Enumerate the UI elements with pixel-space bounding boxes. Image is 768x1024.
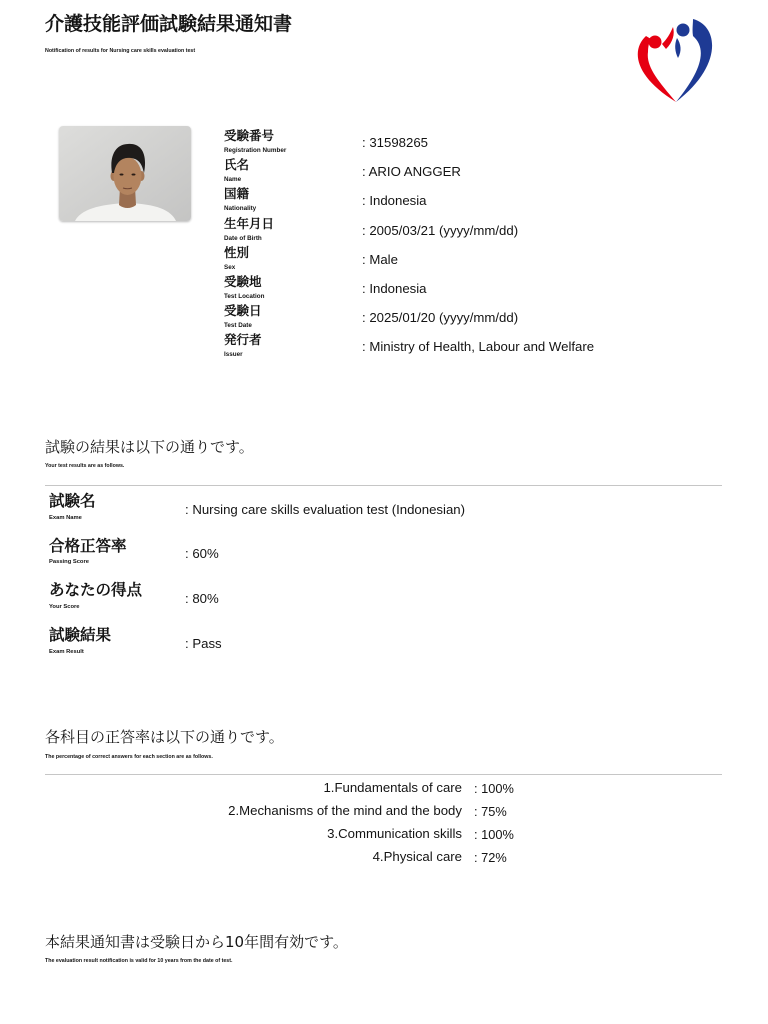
result-label-ja: 試験結果 — [49, 626, 112, 645]
section-scores — [45, 780, 722, 873]
info-label-en: Name — [224, 175, 242, 183]
section-name: 4.Physical care — [372, 849, 462, 865]
result-value: : 60% — [185, 546, 219, 562]
info-label-en: Date of Birth — [224, 234, 262, 242]
validity-note-en: The evaluation result notification is valid for 10 years from the date of test. — [45, 957, 233, 963]
info-row-nationality — [224, 187, 684, 216]
result-row-exam-name — [49, 492, 649, 537]
info-row-date-of-birth — [224, 217, 684, 246]
red-figure — [638, 27, 676, 102]
info-row-name — [224, 158, 684, 187]
info-row-issuer — [224, 333, 684, 362]
result-value: : 80% — [185, 590, 219, 606]
results-table — [49, 492, 649, 671]
info-label-ja: 受験地 — [224, 273, 262, 289]
red-figure-arm — [662, 27, 674, 49]
info-label-ja: 受験日 — [224, 303, 262, 319]
result-label-en: Your Score — [49, 602, 80, 610]
info-label-en: Test Date — [224, 321, 252, 329]
info-label-en: Nationality — [224, 204, 257, 212]
info-label-ja: 発行者 — [224, 332, 262, 348]
section-score: : 75% — [474, 803, 507, 819]
info-label-en: Sex — [224, 263, 236, 271]
info-label-ja: 国籍 — [224, 186, 250, 202]
info-row-registration-number — [224, 129, 684, 158]
results-subheading: Your test results are as follows. — [45, 462, 125, 468]
info-label-en: Registration Number — [224, 146, 287, 154]
info-label-ja: 生年月日 — [224, 215, 275, 231]
info-value: : Indonesia — [362, 193, 427, 209]
info-value: : 2005/03/21 (yyyy/mm/dd) — [362, 222, 519, 238]
info-value: : Indonesia — [362, 280, 427, 296]
info-value: : 31598265 — [362, 135, 429, 150]
info-label-ja: 受験番号 — [224, 128, 275, 143]
right-eye — [132, 174, 136, 176]
sections-subheading: The percentage of correct answers for each section are as follows. — [45, 753, 213, 759]
portrait-image — [59, 126, 191, 221]
red-figure-head — [649, 36, 662, 49]
result-label-ja: あなたの得点 — [49, 581, 143, 600]
sections-divider — [45, 774, 722, 775]
result-label-en: Exam Name — [49, 513, 82, 520]
info-label-en: Issuer — [224, 350, 243, 358]
result-label-en: Passing Score — [49, 558, 89, 565]
info-row-test-date — [224, 304, 684, 333]
blue-figure — [675, 19, 712, 102]
info-label-ja: 性別 — [224, 244, 250, 260]
info-value: : ARIO ANGGER — [362, 164, 461, 180]
result-label-ja: 合格正答率 — [49, 536, 127, 555]
result-row-your-score — [49, 581, 649, 626]
result-label-ja: 試験名 — [49, 492, 96, 510]
sections-heading: 各科目の正答率は以下の通りです。 — [45, 728, 284, 746]
blue-figure-arm — [675, 38, 680, 58]
validity-note: 本結果通知書は受験日から10年間有効です。 — [45, 933, 348, 951]
results-heading: 試験の結果は以下の通りです。 — [45, 438, 254, 456]
info-value: : Ministry of Health, Labour and Welfare — [362, 339, 595, 355]
section-name: 2.Mechanisms of the mind and the body — [228, 802, 462, 818]
applicant-info — [224, 129, 684, 363]
section-name: 3.Communication skills — [327, 826, 462, 842]
result-value: : Pass — [185, 635, 222, 651]
result-row-passing-score — [49, 537, 649, 582]
section-score: : 100% — [474, 780, 514, 796]
section-row — [45, 849, 722, 872]
section-name: 1.Fundamentals of care — [323, 779, 462, 795]
heart-logo-icon — [633, 14, 715, 102]
section-row — [45, 826, 722, 849]
result-row-exam-result — [49, 626, 649, 671]
blue-figure-head — [677, 24, 690, 37]
applicant-photo — [59, 126, 191, 221]
document-title: 介護技能評価試験結果通知書 — [45, 13, 293, 35]
info-row-sex — [224, 246, 684, 275]
results-divider — [45, 485, 722, 486]
result-label-en: Exam Result — [49, 647, 84, 655]
section-score: : 72% — [474, 850, 507, 866]
info-label-ja: 氏名 — [224, 157, 250, 173]
result-value: : Nursing care skills evaluation test (Indonesian) — [185, 501, 466, 517]
section-score: : 100% — [474, 827, 514, 843]
section-row — [45, 803, 722, 826]
info-value: : 2025/01/20 (yyyy/mm/dd) — [362, 310, 519, 326]
info-row-test-location — [224, 275, 684, 304]
info-label-en: Test Location — [224, 292, 265, 300]
info-value: : Male — [362, 251, 398, 267]
left-eye — [120, 174, 124, 176]
section-row — [45, 780, 722, 803]
document-subtitle: Notification of results for Nursing care skills evaluation test — [45, 47, 196, 53]
